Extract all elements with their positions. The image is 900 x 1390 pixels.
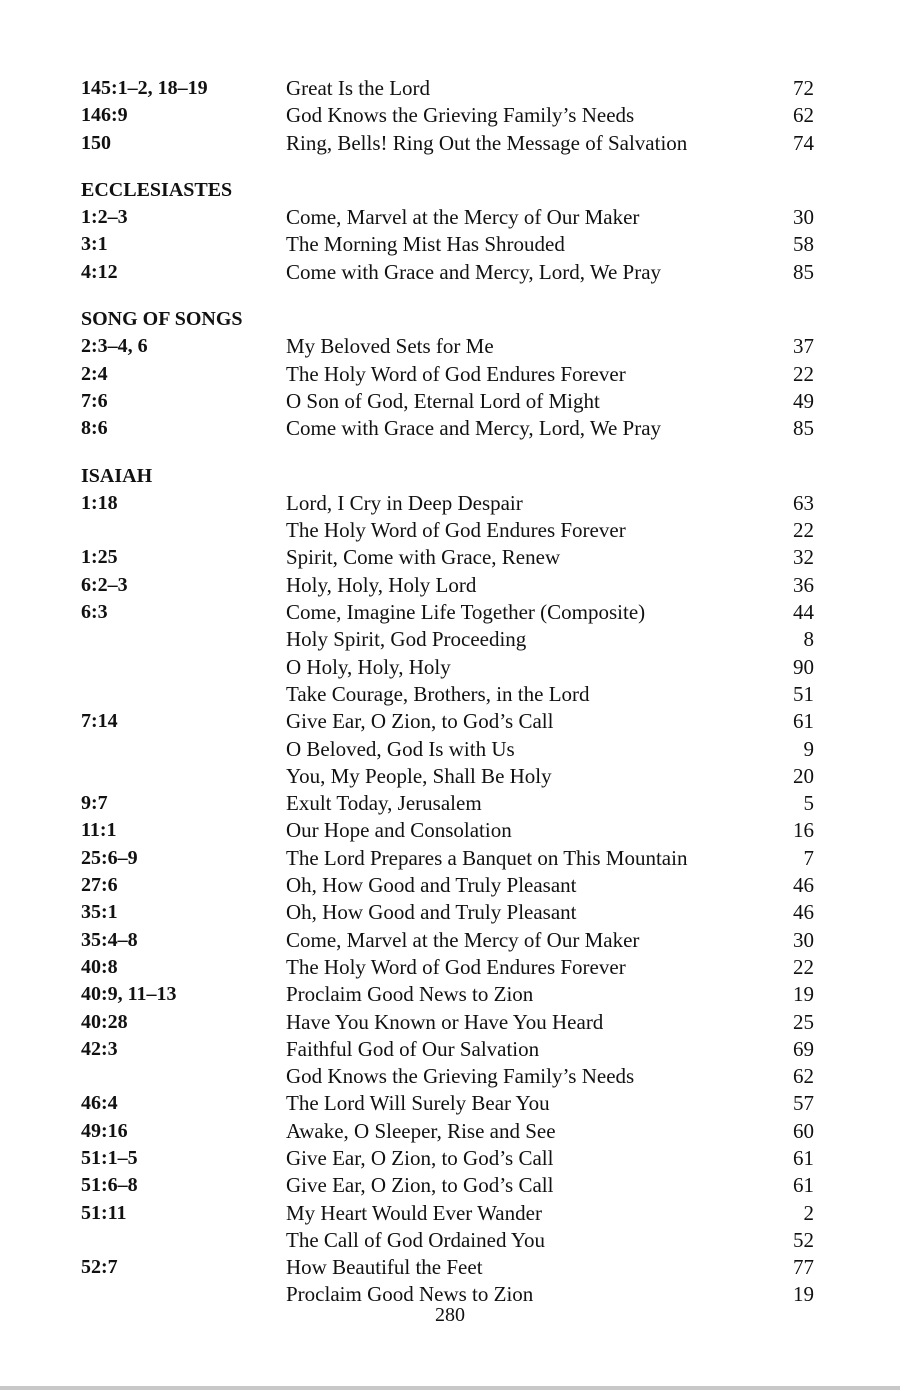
hymn-title: The Holy Word of God Endures Forever: [286, 954, 626, 979]
scripture-reference: 25:6–9: [81, 846, 138, 869]
hymn-number: 37: [793, 334, 814, 359]
hymn-title: O Son of God, Eternal Lord of Might: [286, 388, 600, 413]
hymn-title: God Knows the Grieving Family’s Needs: [286, 1064, 635, 1089]
hymn-number: 44: [793, 600, 814, 625]
index-entry: [81, 75, 814, 102]
scripture-reference: 6:2–3: [81, 573, 128, 596]
book-heading: SONG OF SONGS: [81, 308, 243, 331]
hymn-number: 72: [793, 76, 814, 100]
hymn-title: The Holy Word of God Endures Forever: [286, 361, 626, 386]
index-entry: [81, 1063, 814, 1090]
hymn-title: Proclaim Good News to Zion: [286, 1282, 534, 1307]
hymn-title: You, My People, Shall Be Holy: [286, 763, 552, 788]
hymn-title: Holy, Holy, Holy Lord: [286, 572, 477, 597]
scripture-reference: 3:1: [81, 233, 108, 256]
hymn-number: 62: [793, 103, 814, 128]
hymn-title: Spirit, Come with Grace, Renew: [286, 545, 561, 570]
hymn-number: 60: [793, 1118, 814, 1143]
hymn-title: Have You Known or Have You Heard: [286, 1009, 604, 1034]
hymn-title: Take Courage, Brothers, in the Lord: [286, 681, 590, 706]
hymn-title: Ring, Bells! Ring Out the Message of Salvation: [286, 130, 688, 155]
hymn-title: O Beloved, God Is with Us: [286, 736, 515, 761]
hymn-number: 19: [793, 1282, 814, 1307]
hymn-title: Great Is the Lord: [286, 76, 431, 100]
index-entry: [81, 681, 814, 708]
hymn-title: The Morning Mist Has Shrouded: [286, 232, 565, 257]
index-entry: [81, 361, 814, 388]
index-entry: [81, 231, 814, 258]
scripture-reference: 2:4: [81, 362, 108, 385]
hymn-title: Awake, O Sleeper, Rise and See: [286, 1118, 556, 1143]
index-entry: [81, 1172, 814, 1199]
book-heading: ISAIAH: [81, 464, 153, 487]
hymn-title: Come with Grace and Mercy, Lord, We Pray: [286, 259, 662, 284]
index-section: [81, 75, 814, 157]
index-entry: [81, 415, 814, 442]
hymn-title: My Heart Would Ever Wander: [286, 1200, 542, 1225]
scripture-reference: 51:1–5: [81, 1146, 138, 1169]
hymn-title: Lord, I Cry in Deep Despair: [286, 490, 523, 515]
hymn-number: 9: [803, 736, 814, 761]
hymn-number: 61: [793, 1173, 814, 1198]
hymn-title: Give Ear, O Zion, to God’s Call: [286, 1145, 554, 1170]
hymn-number: 36: [793, 572, 814, 597]
hymn-title: The Call of God Ordained You: [286, 1227, 545, 1252]
scripture-reference: 35:4–8: [81, 928, 138, 951]
hymn-number: 22: [793, 954, 814, 979]
scripture-reference: 35:1: [81, 901, 118, 924]
hymn-number: 74: [793, 130, 814, 155]
scripture-reference: 51:11: [81, 1201, 127, 1224]
index-entry: [81, 333, 814, 360]
hymn-number: 5: [803, 791, 814, 816]
index-section: [81, 177, 814, 286]
scripture-reference: 7:6: [81, 389, 108, 412]
hymn-title: Come, Imagine Life Together (Composite): [286, 600, 646, 625]
hymn-number: 22: [793, 361, 814, 386]
index-entry: [81, 626, 814, 653]
scripture-reference: 146:9: [81, 104, 128, 127]
index-entry: [81, 654, 814, 681]
scripture-reference: 40:9, 11–13: [81, 983, 177, 1006]
hymn-number: 90: [793, 654, 814, 679]
scripture-reference: 46:4: [81, 1092, 118, 1115]
hymn-number: 30: [793, 927, 814, 952]
hymn-title: The Lord Will Surely Bear You: [286, 1091, 550, 1116]
hymn-number: 20: [793, 763, 814, 788]
index-entry: [81, 544, 814, 571]
hymn-title: God Knows the Grieving Family’s Needs: [286, 103, 635, 128]
index-entry: [81, 954, 814, 981]
hymn-number: 51: [793, 681, 814, 706]
index-section: [81, 306, 814, 442]
hymn-title: Holy Spirit, God Proceeding: [286, 627, 527, 652]
hymn-number: 61: [793, 709, 814, 734]
hymn-number: 85: [793, 416, 814, 441]
index-section: [81, 463, 814, 1309]
scripture-reference: 4:12: [81, 260, 118, 283]
index-entry: [81, 899, 814, 926]
hymn-title: How Beautiful the Feet: [286, 1255, 483, 1280]
hymn-number: 62: [793, 1064, 814, 1089]
index-entry: [81, 817, 814, 844]
hymn-title: My Beloved Sets for Me: [286, 334, 494, 359]
index-entry: [81, 1090, 814, 1117]
hymn-number: 77: [793, 1255, 814, 1280]
hymn-number: 49: [793, 388, 814, 413]
index-entry: [81, 572, 814, 599]
hymn-title: The Lord Prepares a Banquet on This Mountain: [286, 845, 688, 870]
hymn-number: 46: [793, 873, 814, 898]
hymn-number: 2: [803, 1200, 814, 1225]
scripture-reference: 1:18: [81, 491, 118, 514]
scripture-reference: 8:6: [81, 417, 108, 440]
scripture-reference: 51:6–8: [81, 1174, 138, 1197]
hymn-number: 7: [803, 845, 814, 870]
index-entry: [81, 490, 814, 517]
index-entry: [81, 204, 814, 231]
scripture-reference: 150: [81, 131, 111, 154]
hymn-number: 8: [803, 627, 814, 652]
scripture-reference: 40:28: [81, 1010, 128, 1033]
hymn-number: 32: [793, 545, 814, 570]
index-entry: [81, 763, 814, 790]
hymn-number: 63: [793, 490, 814, 515]
scripture-reference: 40:8: [81, 955, 118, 978]
index-entry: [81, 708, 814, 735]
scripture-reference: 1:2–3: [81, 206, 128, 229]
hymn-number: 61: [793, 1145, 814, 1170]
hymn-number: 57: [793, 1091, 814, 1116]
index-entry: [81, 1145, 814, 1172]
scripture-index: [81, 75, 814, 1309]
scripture-reference: 6:3: [81, 601, 108, 624]
scripture-reference: 42:3: [81, 1037, 118, 1060]
index-entry: [81, 736, 814, 763]
hymn-title: O Holy, Holy, Holy: [286, 654, 451, 679]
index-entry: [81, 1200, 814, 1227]
hymn-number: 25: [793, 1009, 814, 1034]
hymn-number: 69: [793, 1036, 814, 1061]
index-entry: [81, 102, 814, 129]
scripture-reference: 2:3–4, 6: [81, 335, 148, 358]
index-entry: [81, 927, 814, 954]
index-entry: [81, 1254, 814, 1281]
index-entry: [81, 845, 814, 872]
index-entry: [81, 517, 814, 544]
page-bottom-edge: [0, 1386, 900, 1390]
scripture-reference: 49:16: [81, 1119, 128, 1142]
hymn-title: Oh, How Good and Truly Pleasant: [286, 900, 577, 925]
hymn-number: 85: [793, 259, 814, 284]
hymn-number: 30: [793, 205, 814, 230]
scripture-reference: 52:7: [81, 1256, 118, 1279]
hymn-title: Give Ear, O Zion, to God’s Call: [286, 709, 554, 734]
hymn-number: 19: [793, 982, 814, 1007]
hymn-title: Come with Grace and Mercy, Lord, We Pray: [286, 416, 662, 441]
index-entry: [81, 790, 814, 817]
hymn-number: 16: [793, 818, 814, 843]
index-entry: [81, 872, 814, 899]
index-entry: [81, 259, 814, 286]
index-entry: [81, 1118, 814, 1145]
index-entry: [81, 1009, 814, 1036]
page-number: 280: [435, 1304, 465, 1326]
index-entry: [81, 388, 814, 415]
index-entry: [81, 981, 814, 1008]
scripture-reference: 11:1: [81, 819, 117, 842]
index-entry: [81, 1227, 814, 1254]
index-entry: [81, 599, 814, 626]
scripture-reference: 7:14: [81, 710, 118, 733]
hymn-number: 46: [793, 900, 814, 925]
hymn-title: Come, Marvel at the Mercy of Our Maker: [286, 205, 640, 230]
index-entry: [81, 1036, 814, 1063]
scripture-reference: 145:1–2, 18–19: [81, 77, 208, 99]
hymn-number: 52: [793, 1227, 814, 1252]
hymn-title: Our Hope and Consolation: [286, 818, 512, 843]
hymn-title: Proclaim Good News to Zion: [286, 982, 534, 1007]
scripture-reference: 9:7: [81, 792, 108, 815]
scripture-reference: 27:6: [81, 874, 118, 897]
hymn-title: Exult Today, Jerusalem: [286, 791, 482, 816]
scripture-reference: 1:25: [81, 546, 118, 569]
index-entry: [81, 130, 814, 157]
book-heading: ECCLESIASTES: [81, 178, 233, 201]
hymn-title: Oh, How Good and Truly Pleasant: [286, 873, 577, 898]
hymn-number: 58: [793, 232, 814, 257]
hymn-title: Give Ear, O Zion, to God’s Call: [286, 1173, 554, 1198]
hymn-number: 22: [793, 518, 814, 543]
hymn-title: Come, Marvel at the Mercy of Our Maker: [286, 927, 640, 952]
hymn-title: Faithful God of Our Salvation: [286, 1036, 540, 1061]
hymn-title: The Holy Word of God Endures Forever: [286, 518, 626, 543]
